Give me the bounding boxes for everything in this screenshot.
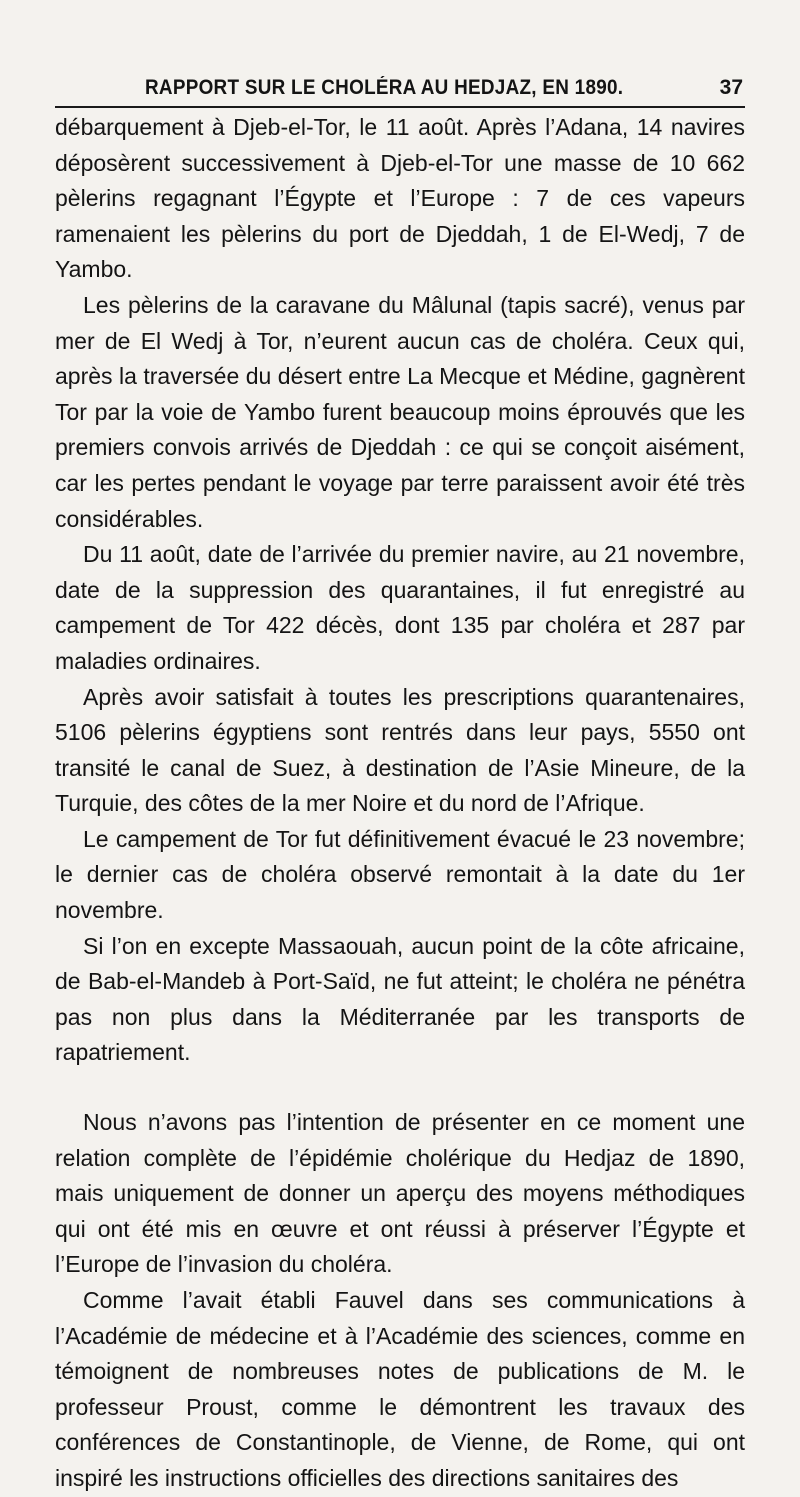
paragraph: Comme l’avait établi Fauvel dans ses communications à l’Académie de médecine et à l’Académie des sciences, comme en témoignent de nombreuses notes de publications de M. le professeur Proust, comme le démontrent les travaux des conférences de Constantinople, de Vienne, de Rome, qui ont inspiré les instructions officielles des directions sanitaires des xyxy=(55,1287,745,1491)
page-body xyxy=(55,110,745,1497)
paragraph: Du 11 août, date de l’arrivée du premier navire, au 21 novembre, date de la suppression des quarantaines, il fut enregistré au campement de Tor 422 décès, dont 135 par choléra et 287 par maladies ordinaires. xyxy=(55,541,745,674)
paragraph: débarquement à Djeb-el-Tor, le 11 août. Après l’Adana, 14 navires déposèrent successivement à Djeb-el-Tor une masse de 10 662 pèlerins regagnant l’Égypte et l’Europe : 7 de ces vapeurs ramenaient les pèlerins du port de Djeddah, 1 de El-Wedj, 7 de Yambo. xyxy=(55,114,745,283)
paragraph: Les pèlerins de la caravane du Mâlunal (tapis sacré), venus par mer de El Wedj à Tor, n’eurent aucun cas de choléra. Ceux qui, après la traversée du désert entre La Mecque et Médine, gagnèrent Tor par la voie de Yambo furent beaucoup moins éprouvés que les premiers convois arrivés de Djeddah : ce qui se conçoit aisément, car les pertes pendant le voyage par terre paraissent avoir été très considérables. xyxy=(55,291,745,532)
paragraph: Nous n’avons pas l’intention de présenter en ce moment une relation complète de l’épidémie cholérique du Hedjaz de 1890, mais uniquement de donner un aperçu des moyens méthodiques qui ont été mis en œuvre et ont réussi à préserver l’Égypte et l’Europe de l’invasion du choléra. xyxy=(55,1109,745,1278)
page-number: 37 xyxy=(719,76,743,99)
paragraph: Si l’on en excepte Massaouah, aucun point de la côte africaine, de Bab-el-Mandeb à Port-Saïd, ne fut atteint; le choléra ne pénétra pas non plus dans la Méditerranée par les transports de rapatriement. xyxy=(55,932,745,1066)
page-header xyxy=(55,72,745,108)
running-title: RAPPORT SUR LE CHOLÉRA AU HEDJAZ, EN 1890. xyxy=(145,76,624,99)
paragraph: Après avoir satisfait à toutes les prescriptions quarantenaires, 5106 pèlerins égyptiens sont rentrés dans leur pays, 5550 ont transité le canal de Suez, à destination de l’Asie Mineure, de la Turquie, des côtes de la mer Noire et du nord de l’Afrique. xyxy=(55,683,745,817)
paragraph: Le campement de Tor fut définitivement évacué le 23 novembre; le dernier cas de choléra observé remontait à la date du 1er novembre. xyxy=(55,825,745,924)
section-break xyxy=(55,1071,745,1105)
